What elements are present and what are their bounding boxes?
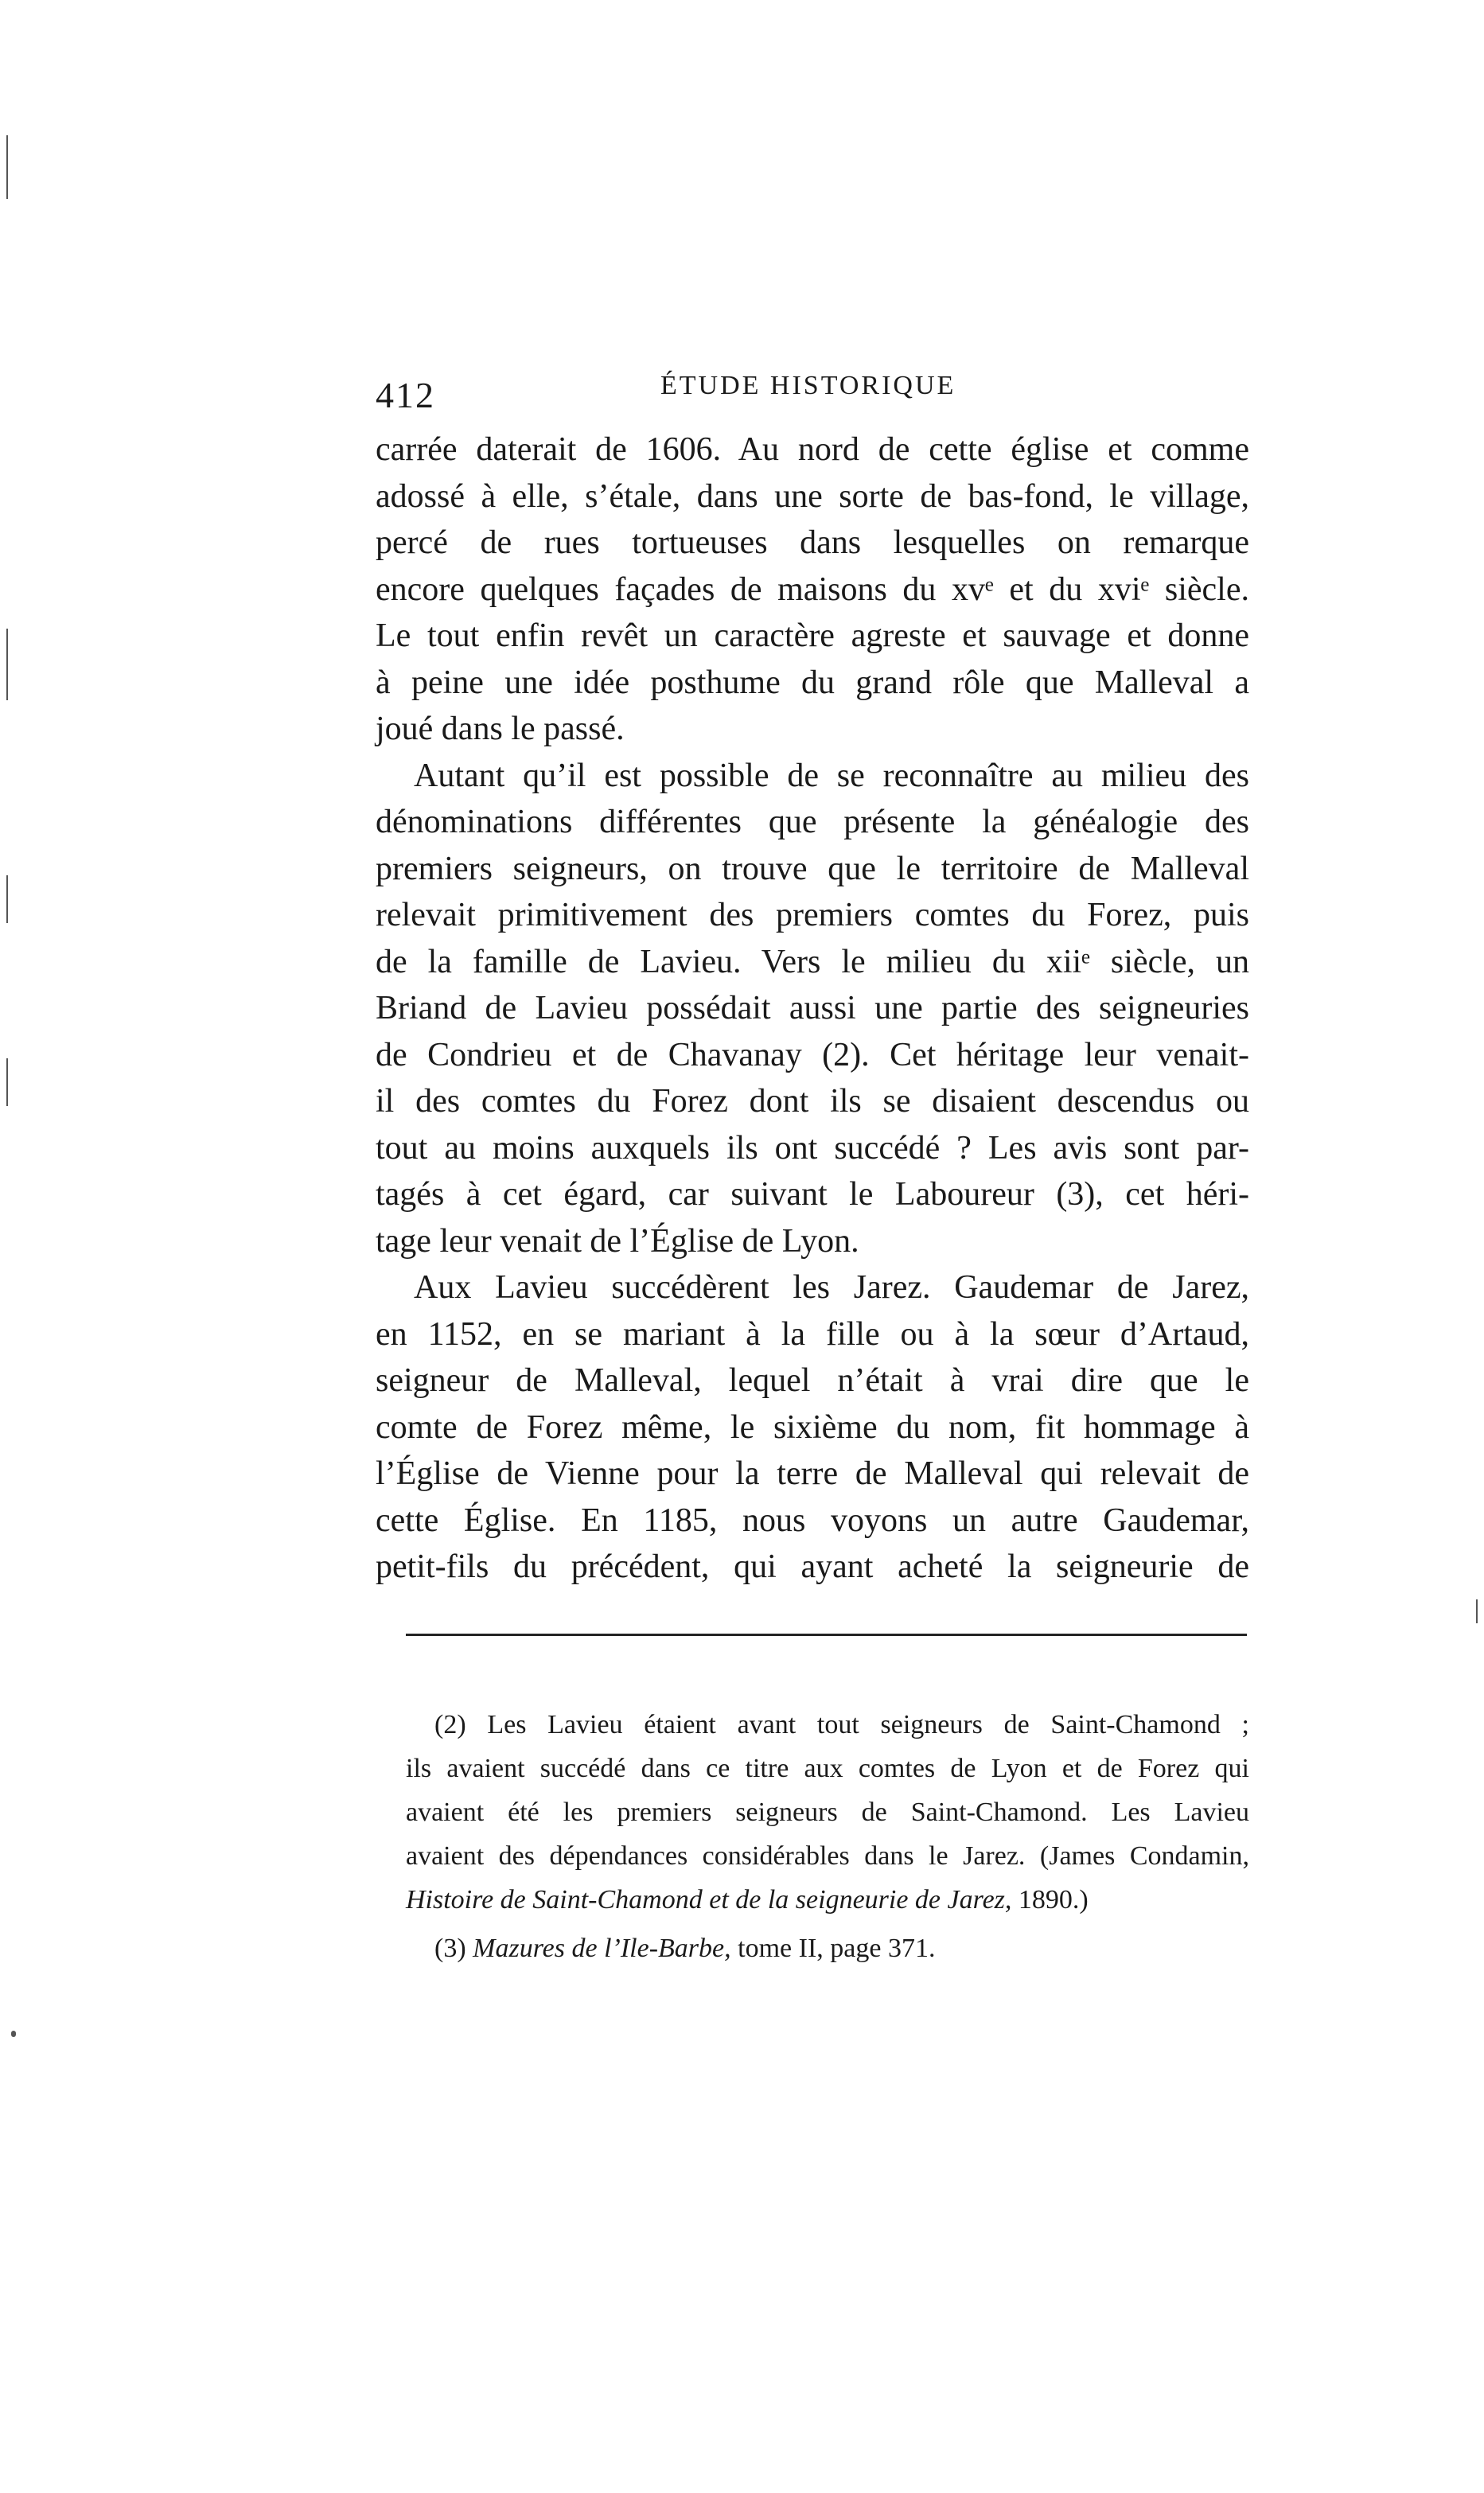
text-line: adossé à elle, s’étale, dans une sorte de bas-fond, le village,	[376, 477, 1249, 515]
text-line: il des comtes du Forez dont ils se disaient descendus ou	[376, 1083, 1249, 1120]
text-line: tout au moins auxquels ils ont succédé ? Les avis sont par-	[376, 1129, 1249, 1167]
scan-mark	[11, 2031, 16, 2037]
text-line: de Condrieu et de Chavanay (2). Cet héritage leur venait-	[376, 1036, 1249, 1073]
text-line: joué dans le passé.	[376, 711, 625, 747]
scan-mark	[6, 1058, 8, 1106]
text-line: tagés à cet égard, car suivant le Laboureur (3), cet héri-	[376, 1176, 1249, 1213]
footnotes	[406, 1703, 1249, 1970]
scan-mark	[1476, 1599, 1478, 1623]
text-line: Le tout enfin revêt un caractère agreste et sauvage et donne	[376, 617, 1249, 654]
footnote-2-line	[406, 1878, 1249, 1922]
footnote-2-year: 1890.)	[1011, 1885, 1089, 1915]
text-line: dénominations différentes que présente la généalogie des	[376, 804, 1249, 840]
footnote-3-reference: tome II, page 371.	[730, 1934, 936, 1963]
running-title: ÉTUDE HISTORIQUE	[660, 371, 956, 400]
footnote-3-prefix: (3)	[434, 1934, 473, 1963]
text-line: en 1152, en se mariant à la fille ou à la sœur d’Artaud,	[376, 1315, 1249, 1353]
footnote-3	[406, 1926, 1249, 1970]
text-line: premiers seigneurs, on trouve que le territoire de Malleval	[376, 850, 1249, 887]
footnote-2-line: (2) Les Lavieu étaient avant tout seigneurs de Saint-Chamond ;	[434, 1710, 1249, 1739]
footnote-2-line: avaient été les premiers seigneurs de Saint-Chamond. Les Lavieu	[406, 1798, 1249, 1827]
text-line: carrée daterait de 1606. Au nord de cette église et comme	[376, 431, 1249, 468]
body-text	[376, 427, 1249, 1591]
text-line: encore quelques façades de maisons du xvᵉ et du xviᵉ siècle.	[376, 571, 1249, 608]
scan-mark	[6, 629, 8, 700]
footnote-2-line: ils avaient succédé dans ce titre aux comtes de Lyon et de Forez qui	[406, 1754, 1249, 1783]
page-number: 412	[376, 375, 435, 415]
text-line: petit-fils du précédent, qui ayant acheté la seigneurie de	[376, 1548, 1249, 1585]
footnote-2-book-title: Histoire de Saint-Chamond et de la seigneurie de Jarez,	[406, 1885, 1012, 1915]
text-line: relevait primitivement des premiers comtes du Forez, puis	[376, 897, 1249, 933]
text-line: comte de Forez même, le sixième du nom, fit hommage à	[376, 1408, 1249, 1446]
text-line: cette Église. En 1185, nous voyons un autre Gaudemar,	[376, 1502, 1249, 1539]
text-line: de la famille de Lavieu. Vers le milieu du xiiᵉ siècle, un	[376, 943, 1249, 980]
text-line: percé de rues tortueuses dans lesquelles on remarque	[376, 524, 1249, 561]
footnote-3-book-title: Mazures de l’Ile-Barbe,	[473, 1934, 731, 1963]
text-line: à peine une idée posthume du grand rôle que Malleval a	[376, 664, 1249, 701]
footnote-2-line: avaient des dépendances considérables dans le Jarez. (James Condamin,	[406, 1841, 1249, 1871]
text-line: Aux Lavieu succédèrent les Jarez. Gaudemar de Jarez,	[414, 1269, 1249, 1306]
text-line: Briand de Lavieu possédait aussi une partie des seigneuries	[376, 990, 1249, 1026]
footnote-divider	[406, 1634, 1247, 1636]
text-line: tage leur venait de l’Église de Lyon.	[376, 1222, 859, 1260]
text-line: Autant qu’il est possible de se reconnaître au milieu des	[414, 757, 1249, 794]
scan-mark	[6, 875, 8, 923]
text-line: l’Église de Vienne pour la terre de Malleval qui relevait de	[376, 1455, 1249, 1492]
page-header	[376, 368, 1249, 423]
scan-mark	[6, 135, 8, 199]
text-line: seigneur de Malleval, lequel n’était à vrai dire que le	[376, 1362, 1249, 1399]
